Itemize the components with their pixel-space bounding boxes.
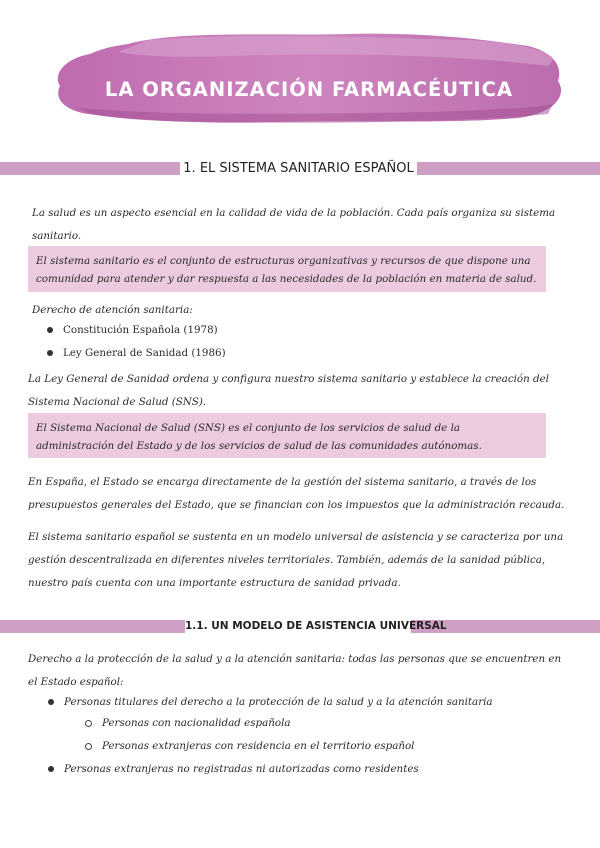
- list-item: Personas titulares del derecho a la protección de la salud y a la atención sanitaria: [48, 696, 493, 708]
- title-banner: [48, 26, 570, 126]
- list-item: Personas extranjeras no registradas ni autorizadas como residentes: [48, 763, 419, 775]
- espana-paragraph: En España, el Estado se encarga directamente de la gestión del sistema sanitario, a través de los presupuestos generales del Estado, que se financian con los impuestos que la administración recauda.: [28, 476, 565, 511]
- bullet-icon: [47, 350, 53, 356]
- circle-bullet-icon: [85, 720, 92, 727]
- bullet-icon: [48, 766, 54, 772]
- sns-definition-highlight: El Sistema Nacional de Salud (SNS) es el conjunto de los servicios de salud de la administración del Estado y de los servicios de salud de las comunidades autónomas.: [28, 413, 546, 458]
- section-2-intro: Derecho a la protección de la salud y a la atención sanitaria: todas las personas que se encuentren en el Estado español:: [28, 653, 562, 688]
- modelo-paragraph: El sistema sanitario español se sustenta en un modelo universal de asistencia y se caracteriza por una gestión descentralizada en diferentes niveles territoriales. También, además de la sanidad pública, nuestro país cuenta con una importante estructura de sanidad privada.: [28, 531, 564, 589]
- intro-paragraph: La salud es un aspecto esencial en la calidad de vida de la población. Cada país organiza su sistema sanitario.: [32, 207, 556, 242]
- rights-label: Derecho de atención sanitaria:: [32, 304, 193, 316]
- document-title: LA ORGANIZACIÓN FARMACÉUTICA: [104, 78, 514, 101]
- list-item: Personas extranjeras con residencia en el territorio español: [85, 740, 414, 752]
- bullet-icon: [47, 327, 53, 333]
- section-1-heading: 1. EL SISTEMA SANITARIO ESPAÑOL: [180, 156, 417, 182]
- circle-bullet-icon: [85, 743, 92, 750]
- watercolor-brush-stroke: [48, 26, 570, 126]
- list-item: Ley General de Sanidad (1986): [47, 347, 226, 359]
- bullet-icon: [48, 699, 54, 705]
- definition-highlight: El sistema sanitario es el conjunto de estructuras organizativas y recursos de que dispone una comunidad para atender y dar respuesta a las necesidades de la población en materia de salud.: [28, 246, 546, 292]
- ley-paragraph: La Ley General de Sanidad ordena y configura nuestro sistema sanitario y establece la creación del Sistema Nacional de Salud (SNS).: [28, 373, 549, 408]
- list-item: Personas con nacionalidad española: [85, 717, 291, 729]
- section-2-heading: 1.1. UN MODELO DE ASISTENCIA UNIVERSAL: [185, 616, 411, 636]
- list-item: Constitución Española (1978): [47, 324, 218, 336]
